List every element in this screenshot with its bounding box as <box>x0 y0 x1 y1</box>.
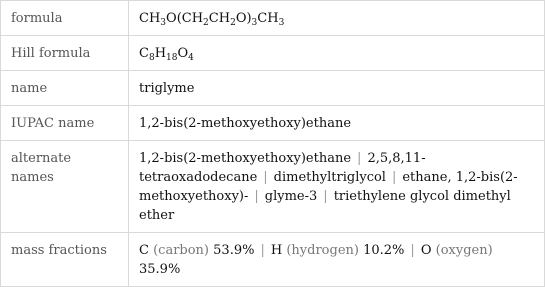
element-name: (oxygen) <box>435 243 493 258</box>
separator: | <box>357 151 362 166</box>
table-row <box>1 141 545 233</box>
alternate-name: 1,2-bis(2-methoxyethoxy)ethane <box>139 151 352 166</box>
mass-fractions-value <box>129 233 545 287</box>
separator: | <box>263 170 268 185</box>
element-percent: 53.9% <box>213 243 255 258</box>
row-label-hill-formula: Hill formula <box>1 36 129 71</box>
separator: | <box>260 243 265 258</box>
table-row <box>1 233 545 287</box>
table-row <box>1 1 545 36</box>
alternate-name: glyme-3 <box>264 189 318 204</box>
formula-value: $CH_3O(CH_2CH_2O)_3CH_3$ <box>129 1 545 36</box>
hill-formula-value: $C_8H_{18}O_4$ <box>129 36 545 71</box>
element-percent: 35.9% <box>139 262 181 277</box>
alternate-names-value <box>129 141 545 233</box>
element-name: (hydrogen) <box>286 243 359 258</box>
separator: | <box>391 170 397 185</box>
iupac-name-value: 1,2-bis(2-methoxyethoxy)ethane <box>129 106 545 141</box>
separator: | <box>410 243 415 258</box>
element-name: (carbon) <box>153 243 210 258</box>
alternate-name: dimethyltriglycol <box>273 170 386 185</box>
element-symbol: C <box>139 243 149 258</box>
row-label-alternate-names: alternate names <box>1 141 129 233</box>
alternate-name: triethylene glycol dimethyl ether <box>139 189 511 223</box>
table-row <box>1 106 545 141</box>
element-symbol: O <box>420 243 432 258</box>
table-row <box>1 71 545 106</box>
separator: | <box>254 189 259 204</box>
row-label-iupac-name: IUPAC name <box>1 106 129 141</box>
element-symbol: H <box>270 243 283 258</box>
row-label-name: name <box>1 71 129 106</box>
row-label-formula: formula <box>1 1 129 36</box>
alternate-name: ethane, 1,2-bis(2-methoxyethoxy)- <box>139 170 518 204</box>
element-percent: 10.2% <box>363 243 405 258</box>
separator: | <box>323 189 328 204</box>
name-value: triglyme <box>129 71 545 106</box>
alternate-name: 2,5,8,11-tetraoxadodecane <box>139 151 426 185</box>
table-row <box>1 36 545 71</box>
row-label-mass-fractions: mass fractions <box>1 233 129 287</box>
